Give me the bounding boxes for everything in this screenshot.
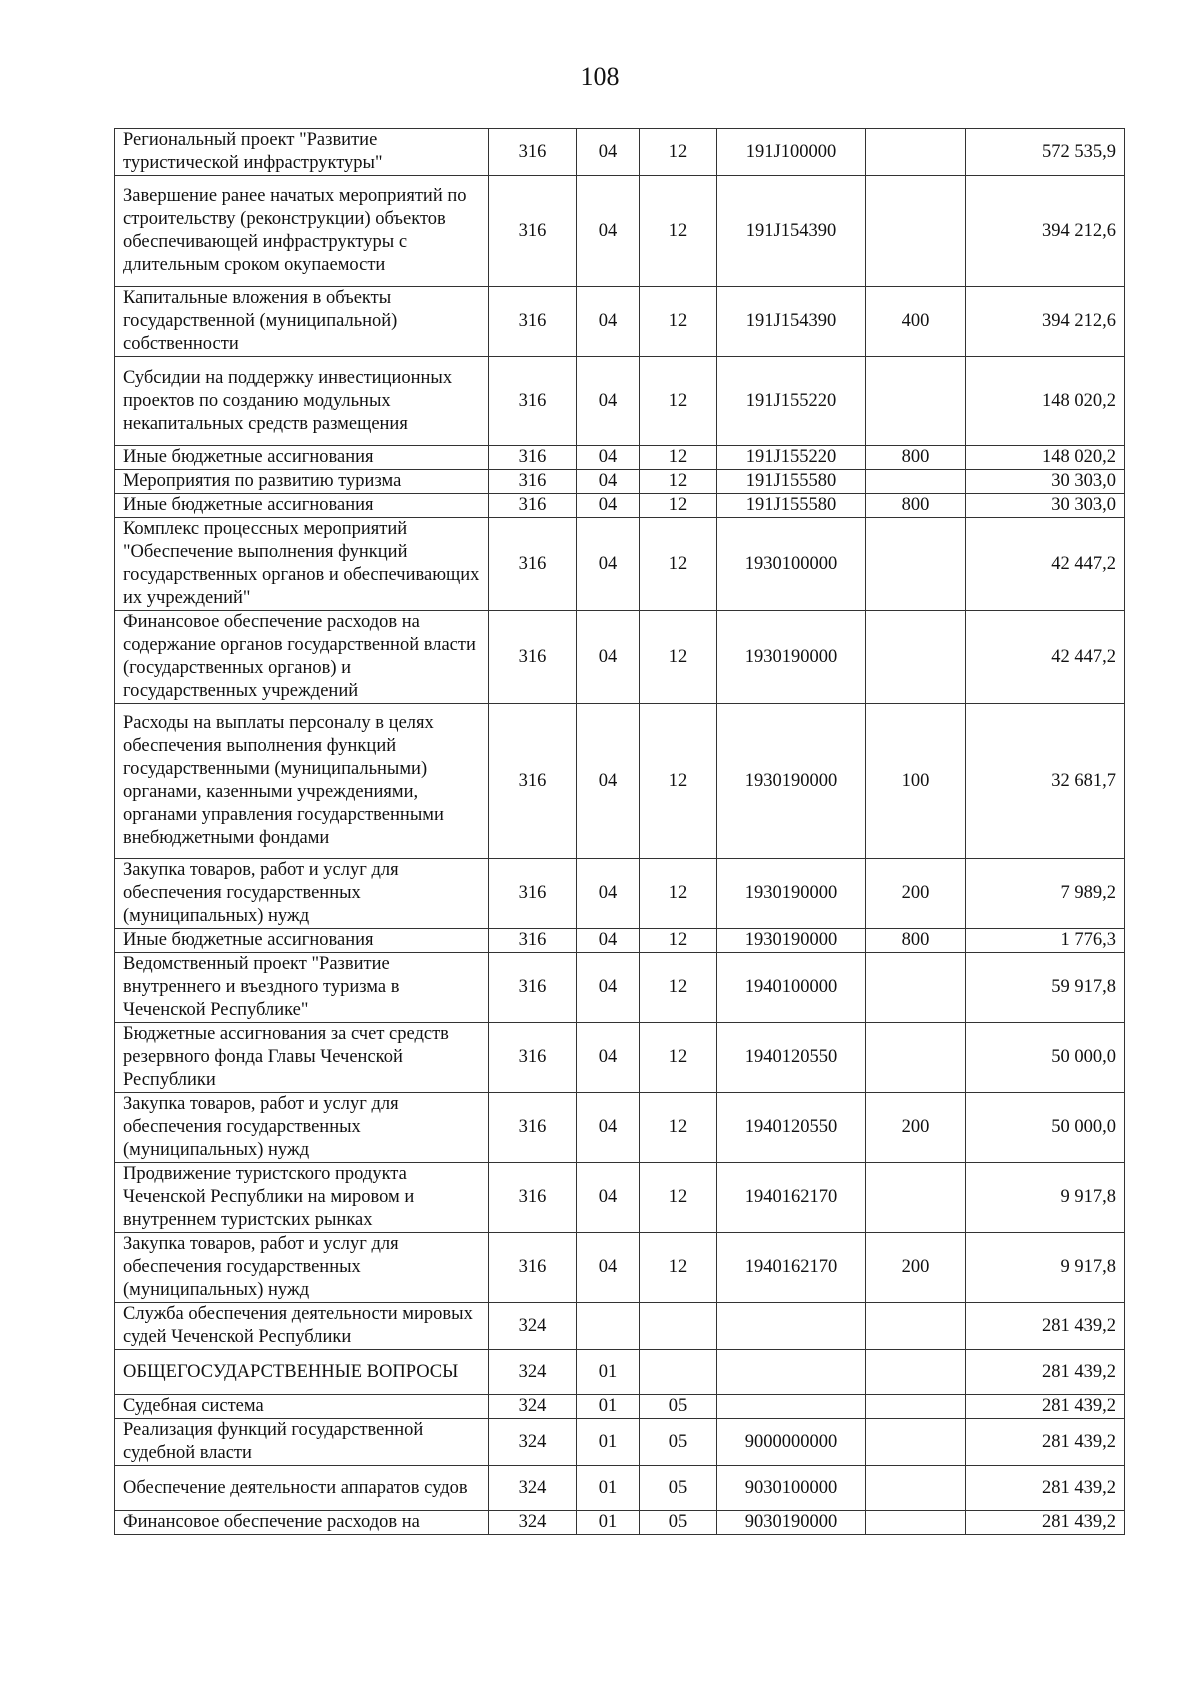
row-subsection-code: 12 (640, 1023, 717, 1093)
row-subsection-code: 12 (640, 704, 717, 859)
row-section-code: 04 (577, 1163, 640, 1233)
row-expense-type: 200 (866, 859, 966, 929)
row-section-code: 04 (577, 494, 640, 518)
row-ved-code: 316 (489, 1023, 577, 1093)
row-name: Обеспечение деятельности аппаратов судов (115, 1466, 489, 1511)
row-section-code: 01 (577, 1511, 640, 1535)
row-name: Реализация функций государственной судебной власти (115, 1419, 489, 1466)
row-ved-code: 324 (489, 1395, 577, 1419)
row-target-article: 1930190000 (717, 929, 866, 953)
table-row (115, 357, 1125, 446)
row-expense-type: 100 (866, 704, 966, 859)
row-expense-type: 400 (866, 287, 966, 357)
row-section-code: 04 (577, 176, 640, 287)
row-section-code: 01 (577, 1419, 640, 1466)
table-row (115, 176, 1125, 287)
row-section-code: 04 (577, 1233, 640, 1303)
row-name: Закупка товаров, работ и услуг для обеспечения государственных (муниципальных) нужд (115, 859, 489, 929)
table-row (115, 929, 1125, 953)
table-row (115, 494, 1125, 518)
row-amount: 50 000,0 (966, 1093, 1125, 1163)
row-amount: 281 439,2 (966, 1303, 1125, 1350)
row-target-article: 1930190000 (717, 611, 866, 704)
row-name: Иные бюджетные ассигнования (115, 929, 489, 953)
table-row (115, 1303, 1125, 1350)
table-row (115, 287, 1125, 357)
row-amount: 59 917,8 (966, 953, 1125, 1023)
row-amount: 572 535,9 (966, 129, 1125, 176)
row-section-code: 04 (577, 129, 640, 176)
row-amount: 394 212,6 (966, 176, 1125, 287)
row-expense-type (866, 953, 966, 1023)
row-name: Бюджетные ассигнования за счет средств резервного фонда Главы Чеченской Республики (115, 1023, 489, 1093)
row-subsection-code: 05 (640, 1395, 717, 1419)
row-amount: 148 020,2 (966, 357, 1125, 446)
row-ved-code: 324 (489, 1419, 577, 1466)
row-target-article: 1930100000 (717, 518, 866, 611)
row-subsection-code (640, 1303, 717, 1350)
row-target-article: 9030100000 (717, 1466, 866, 1511)
row-ved-code: 324 (489, 1303, 577, 1350)
row-amount: 32 681,7 (966, 704, 1125, 859)
row-name: Ведомственный проект "Развитие внутреннего и въездного туризма в Чеченской Республике" (115, 953, 489, 1023)
row-ved-code: 316 (489, 494, 577, 518)
row-name: Иные бюджетные ассигнования (115, 494, 489, 518)
table-row (115, 704, 1125, 859)
row-section-code: 04 (577, 953, 640, 1023)
row-expense-type (866, 611, 966, 704)
row-subsection-code: 12 (640, 518, 717, 611)
row-ved-code: 316 (489, 1233, 577, 1303)
row-expense-type (866, 518, 966, 611)
row-ved-code: 316 (489, 129, 577, 176)
row-ved-code: 316 (489, 1163, 577, 1233)
row-expense-type (866, 1023, 966, 1093)
row-section-code: 04 (577, 929, 640, 953)
row-subsection-code: 12 (640, 1093, 717, 1163)
row-ved-code: 316 (489, 1093, 577, 1163)
row-target-article: 191J155220 (717, 357, 866, 446)
row-expense-type (866, 1466, 966, 1511)
table-row (115, 518, 1125, 611)
row-name: Продвижение туристского продукта Чеченской Республики на мировом и внутреннем туристских рынках (115, 1163, 489, 1233)
row-ved-code: 316 (489, 470, 577, 494)
row-target-article: 1940120550 (717, 1023, 866, 1093)
row-amount: 30 303,0 (966, 470, 1125, 494)
row-ved-code: 316 (489, 357, 577, 446)
row-section-code: 04 (577, 704, 640, 859)
table-row (115, 470, 1125, 494)
row-target-article: 1940162170 (717, 1233, 866, 1303)
row-subsection-code: 12 (640, 1163, 717, 1233)
row-amount: 42 447,2 (966, 611, 1125, 704)
row-subsection-code: 12 (640, 859, 717, 929)
row-expense-type: 800 (866, 494, 966, 518)
row-expense-type (866, 1303, 966, 1350)
row-expense-type (866, 129, 966, 176)
row-ved-code: 316 (489, 287, 577, 357)
row-section-code: 01 (577, 1466, 640, 1511)
row-name: Закупка товаров, работ и услуг для обеспечения государственных (муниципальных) нужд (115, 1233, 489, 1303)
row-target-article: 191J154390 (717, 287, 866, 357)
row-expense-type (866, 1419, 966, 1466)
row-amount: 9 917,8 (966, 1163, 1125, 1233)
row-amount: 281 439,2 (966, 1466, 1125, 1511)
row-subsection-code: 05 (640, 1511, 717, 1535)
row-name: Мероприятия по развитию туризма (115, 470, 489, 494)
row-target-article: 9030190000 (717, 1511, 866, 1535)
row-ved-code: 316 (489, 704, 577, 859)
row-ved-code: 316 (489, 953, 577, 1023)
row-subsection-code: 12 (640, 470, 717, 494)
row-section-code: 01 (577, 1350, 640, 1395)
row-amount: 281 439,2 (966, 1419, 1125, 1466)
row-name: Иные бюджетные ассигнования (115, 446, 489, 470)
row-section-code: 04 (577, 470, 640, 494)
row-subsection-code: 12 (640, 176, 717, 287)
row-name: Финансовое обеспечение расходов на содержание органов государственной власти (государственных органов) и государственных учреждений (115, 611, 489, 704)
row-expense-type (866, 1163, 966, 1233)
table-row (115, 1023, 1125, 1093)
table-row (115, 129, 1125, 176)
row-name: ОБЩЕГОСУДАРСТВЕННЫЕ ВОПРОСЫ (115, 1350, 489, 1395)
row-ved-code: 324 (489, 1466, 577, 1511)
row-amount: 281 439,2 (966, 1395, 1125, 1419)
row-ved-code: 324 (489, 1350, 577, 1395)
row-target-article: 191J100000 (717, 129, 866, 176)
row-subsection-code: 05 (640, 1466, 717, 1511)
table-row (115, 446, 1125, 470)
row-subsection-code: 12 (640, 446, 717, 470)
row-name: Закупка товаров, работ и услуг для обеспечения государственных (муниципальных) нужд (115, 1093, 489, 1163)
row-amount: 394 212,6 (966, 287, 1125, 357)
row-ved-code: 316 (489, 859, 577, 929)
row-expense-type: 800 (866, 929, 966, 953)
row-expense-type: 800 (866, 446, 966, 470)
row-expense-type (866, 176, 966, 287)
table-body (115, 129, 1125, 1535)
row-section-code: 04 (577, 287, 640, 357)
row-ved-code: 316 (489, 446, 577, 470)
row-name: Региональный проект "Развитие туристической инфраструктуры" (115, 129, 489, 176)
row-target-article: 191J155220 (717, 446, 866, 470)
table-row (115, 611, 1125, 704)
row-ved-code: 316 (489, 611, 577, 704)
row-expense-type (866, 1395, 966, 1419)
row-target-article: 1930190000 (717, 704, 866, 859)
row-amount: 50 000,0 (966, 1023, 1125, 1093)
row-section-code: 04 (577, 611, 640, 704)
row-section-code: 04 (577, 1023, 640, 1093)
budget-table (114, 128, 1125, 1535)
row-name: Капитальные вложения в объекты государственной (муниципальной) собственности (115, 287, 489, 357)
row-subsection-code: 12 (640, 611, 717, 704)
row-expense-type: 200 (866, 1093, 966, 1163)
row-target-article: 1940120550 (717, 1093, 866, 1163)
row-expense-type (866, 357, 966, 446)
row-subsection-code: 05 (640, 1419, 717, 1466)
row-amount: 1 776,3 (966, 929, 1125, 953)
row-name: Комплекс процессных мероприятий "Обеспечение выполнения функций государственных органов и обеспечивающих их учреждений" (115, 518, 489, 611)
row-name: Служба обеспечения деятельности мировых судей Чеченской Республики (115, 1303, 489, 1350)
row-target-article: 191J155580 (717, 470, 866, 494)
row-section-code (577, 1303, 640, 1350)
row-expense-type (866, 1350, 966, 1395)
row-section-code: 01 (577, 1395, 640, 1419)
table-row (115, 1093, 1125, 1163)
row-name: Завершение ранее начатых мероприятий по строительству (реконструкции) объектов обеспечивающей инфраструктуры с длительным сроком окупаемости (115, 176, 489, 287)
row-target-article: 191J155580 (717, 494, 866, 518)
row-target-article: 1940100000 (717, 953, 866, 1023)
row-section-code: 04 (577, 357, 640, 446)
row-expense-type (866, 470, 966, 494)
row-target-article: 1930190000 (717, 859, 866, 929)
row-amount: 9 917,8 (966, 1233, 1125, 1303)
row-target-article: 9000000000 (717, 1419, 866, 1466)
row-name: Финансовое обеспечение расходов на (115, 1511, 489, 1535)
table-row (115, 1511, 1125, 1535)
row-name: Судебная система (115, 1395, 489, 1419)
row-name: Расходы на выплаты персоналу в целях обеспечения выполнения функций государственными (муниципальными) органами, казенными учреждениями, органами управления государственными внебюджетными фондами (115, 704, 489, 859)
row-ved-code: 316 (489, 518, 577, 611)
row-amount: 281 439,2 (966, 1350, 1125, 1395)
row-subsection-code: 12 (640, 287, 717, 357)
row-amount: 281 439,2 (966, 1511, 1125, 1535)
row-section-code: 04 (577, 518, 640, 611)
row-subsection-code: 12 (640, 357, 717, 446)
row-subsection-code: 12 (640, 953, 717, 1023)
row-expense-type (866, 1511, 966, 1535)
row-target-article (717, 1395, 866, 1419)
row-section-code: 04 (577, 1093, 640, 1163)
row-ved-code: 324 (489, 1511, 577, 1535)
row-target-article: 191J154390 (717, 176, 866, 287)
table-row (115, 859, 1125, 929)
row-amount: 148 020,2 (966, 446, 1125, 470)
page-number: 108 (580, 62, 620, 91)
row-target-article: 1940162170 (717, 1163, 866, 1233)
table-row (115, 1233, 1125, 1303)
row-subsection-code: 12 (640, 494, 717, 518)
row-amount: 42 447,2 (966, 518, 1125, 611)
row-expense-type: 200 (866, 1233, 966, 1303)
row-amount: 30 303,0 (966, 494, 1125, 518)
row-subsection-code: 12 (640, 1233, 717, 1303)
table-row (115, 1466, 1125, 1511)
table-row (115, 1419, 1125, 1466)
row-ved-code: 316 (489, 176, 577, 287)
row-target-article (717, 1350, 866, 1395)
table-row (115, 953, 1125, 1023)
row-amount: 7 989,2 (966, 859, 1125, 929)
row-subsection-code: 12 (640, 129, 717, 176)
table-row (115, 1350, 1125, 1395)
table-row (115, 1163, 1125, 1233)
row-subsection-code: 12 (640, 929, 717, 953)
row-ved-code: 316 (489, 929, 577, 953)
row-subsection-code (640, 1350, 717, 1395)
row-section-code: 04 (577, 859, 640, 929)
row-target-article (717, 1303, 866, 1350)
row-section-code: 04 (577, 446, 640, 470)
row-name: Субсидии на поддержку инвестиционных проектов по созданию модульных некапитальных средств размещения (115, 357, 489, 446)
table-row (115, 1395, 1125, 1419)
